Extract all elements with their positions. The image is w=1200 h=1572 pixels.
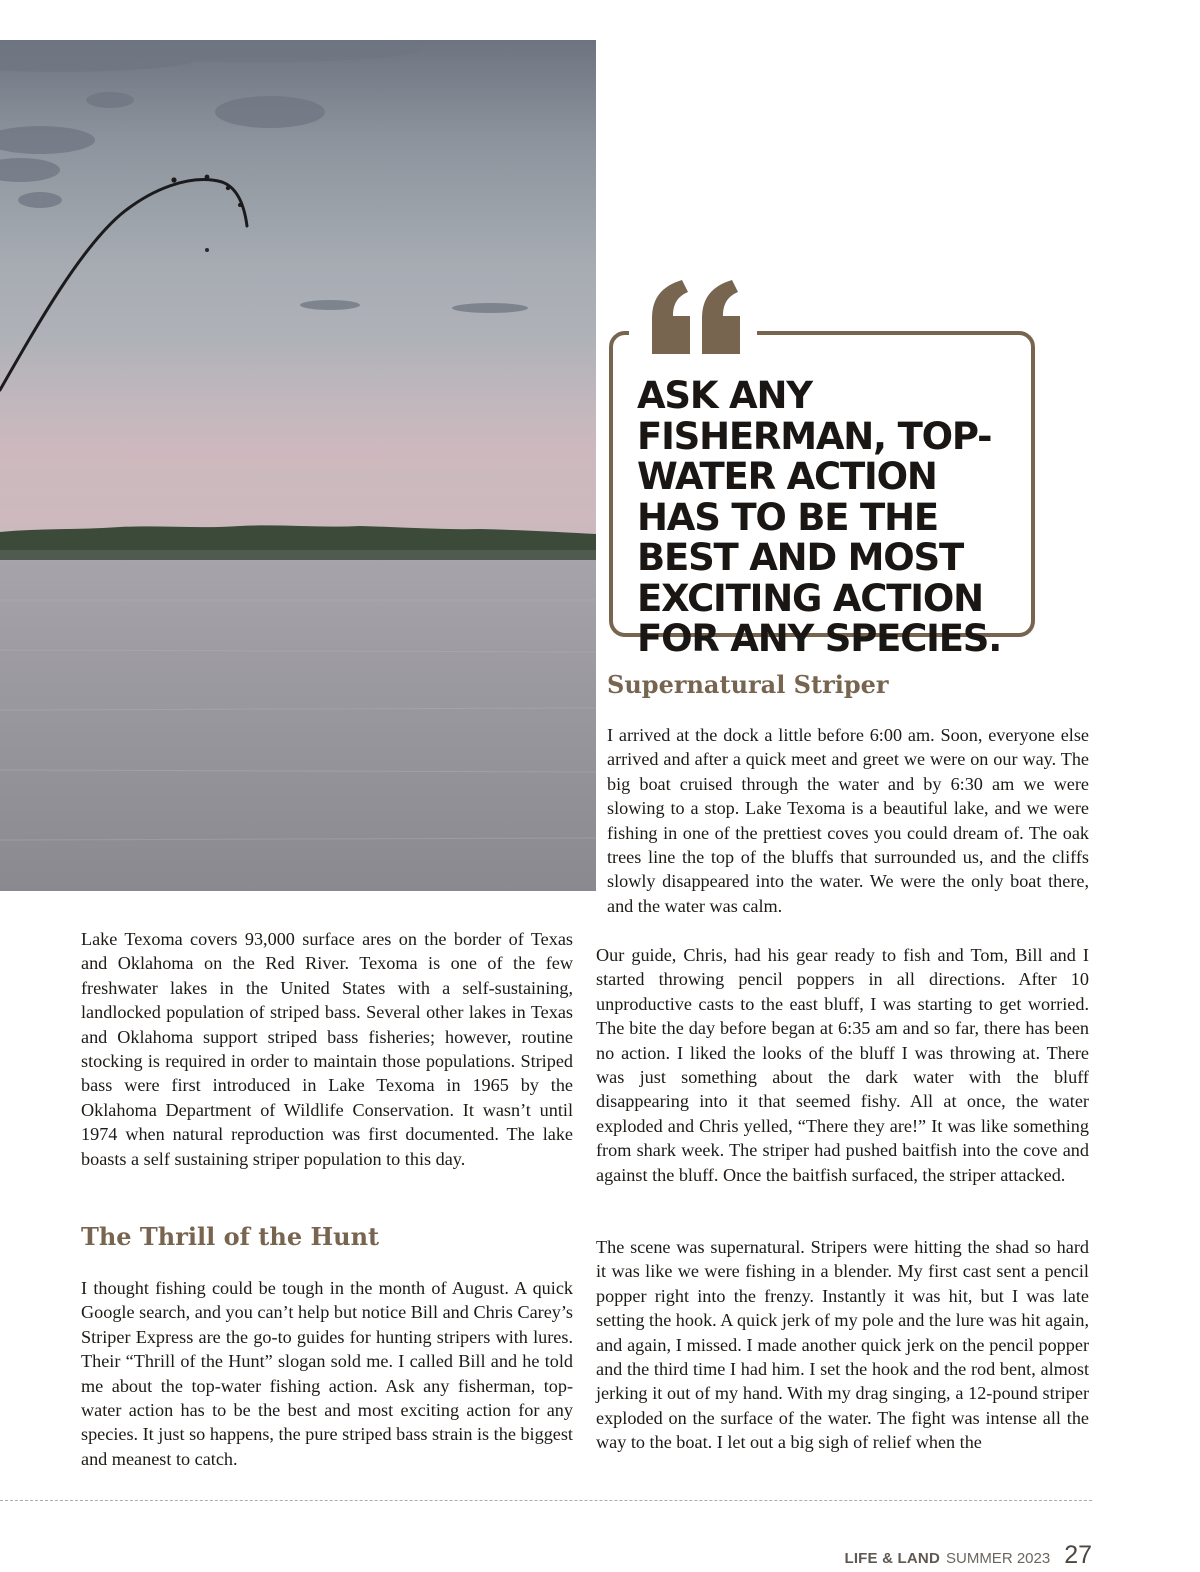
body-paragraph: Our guide, Chris, had his gear ready to fish and Tom, Bill and I started throwing pencil poppers in all directions. After 10 unproductive casts to the east bluff, I was starting to get worried. The bite the day before began at 6:35 am and so far, there has been no action. I liked the looks of the bluff I was throwing at. There was just something about the dark water with the bluff disappearing into it that seemed fishy. All at once, the water exploded and Chris yelled, “There they are!” It was like something from shark week. The striper had pushed baitfish into the cove and against the bluff. Once the baitfish surfaced, the striper attacked. <box>596 945 1089 1185</box>
body-paragraph: I arrived at the dock a little before 6:00 am. Soon, everyone else arrived and after a quick meet and greet we were on our way. The big boat cruised through the water and by 6:30 am we were slowing to a stop. Lake Texoma is a beautiful lake, and we were fishing in one of the prettiest coves you could dream of. The oak trees line the top of the bluffs that surrounded us, and the cliffs slowly disappeared into the water. We were the only boat there, and the water was calm. <box>607 725 1089 916</box>
footer-divider <box>0 1500 1092 1501</box>
quote-mark-icon <box>648 276 744 366</box>
section-heading-thrill-of-the-hunt: The Thrill of the Hunt <box>81 1222 380 1251</box>
horizon-glow <box>0 340 596 540</box>
pull-quote-text: ASK ANY FISHERMAN, TOP-WATER ACTION HAS TO BE THE BEST AND MOST EXCITING ACTION FOR ANY SPECIES. <box>637 374 1002 660</box>
issue-label: SUMMER 2023 <box>945 1550 1051 1567</box>
hero-photo <box>0 40 596 891</box>
publication-name: LIFE & LAND <box>844 1550 940 1567</box>
page-footer <box>844 1541 1092 1570</box>
page-number: 27 <box>1064 1541 1092 1569</box>
lake-scene-illustration <box>0 40 596 891</box>
lake-water <box>0 560 596 891</box>
clouds <box>0 40 528 313</box>
body-paragraph: I thought fishing could be tough in the month of August. A quick Google search, and you can’t help but notice Bill and Chris Carey’s Striper Express are the go-to guides for hunting stripers with lures. Their “Thrill of the Hunt” slogan sold me. I called Bill and he told me about the top-water fishing action. Ask any fisherman, top-water action has to be the best and most exciting action for any species. It just so happens, the pure striped bass strain is the biggest and meanest to catch. <box>81 1278 573 1469</box>
body-paragraph: The scene was supernatural. Stripers were hitting the shad so hard it was like we were fishing in a blender. My first cast sent a pencil popper right into the frenzy. Instantly it was hit, but I was late setting the hook. A quick jerk of my pole and the lure was hit again, and again, I missed. I made another quick jerk on the pencil popper and the third time I had him. I set the hook and the rod bent, almost jerking it out of my hand. With my drag singing, a 12-pound striper exploded on the surface of the water. The fight was intense all the way to the boat. I let out a big sigh of relief when the <box>596 1237 1089 1453</box>
body-paragraph: Lake Texoma covers 93,000 surface ares on the border of Texas and Oklahoma on the Red River. Texoma is one of the few freshwater lakes in the United States with a self-sustaining, landlocked population of striped bass. Several other lakes in Texas and Oklahoma support striped bass fisheries; however, routine stocking is required in order to maintain those populations. Striped bass were first introduced in Lake Texoma in 1965 by the Oklahoma Department of Wildlife Conservation. It wasn’t until 1974 when natural reproduction was first documented. The lake boasts a self sustaining striper population to this day. <box>81 929 573 1169</box>
section-heading-supernatural-striper: Supernatural Striper <box>607 670 889 699</box>
